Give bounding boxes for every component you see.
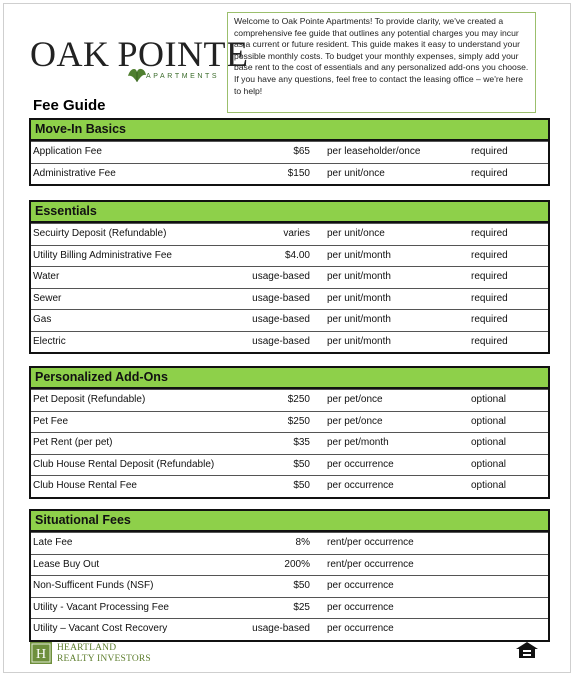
fee-unit: per unit/month: [327, 314, 391, 325]
fee-name: Non-Sufficent Funds (NSF): [33, 580, 154, 591]
fee-amount: 8%: [295, 537, 310, 548]
heartland-initial: H: [35, 647, 47, 662]
fee-amount: 200%: [284, 558, 310, 570]
fee-unit: per unit/month: [327, 292, 391, 304]
fee-name: Utility – Vacant Cost Recovery: [33, 623, 168, 634]
fee-amount: varies: [283, 228, 310, 239]
fee-row: [31, 532, 548, 554]
fee-name: Electric: [33, 335, 66, 347]
fee-amount: $250: [287, 415, 310, 427]
fee-unit: per occurrence: [327, 580, 394, 591]
oak-leaf-icon: [126, 66, 148, 84]
section-essentials: [29, 200, 550, 354]
fee-name: Application Fee: [33, 146, 102, 157]
fee-row: [31, 454, 548, 476]
section-title: Personalized Add-Ons: [31, 368, 548, 389]
equal-housing-icon: [515, 641, 539, 659]
fee-unit: per occurrence: [327, 480, 394, 491]
fee-unit: per unit/month: [327, 249, 391, 261]
fee-row: [31, 618, 548, 642]
heartland-wordmark: [57, 643, 151, 664]
fee-row: [31, 575, 548, 597]
fee-row: [31, 331, 548, 353]
heartland-realty-logo: [30, 642, 170, 664]
fee-name: Secuirty Deposit (Refundable): [33, 228, 167, 239]
fee-unit: per occurrence: [327, 458, 394, 470]
section-title: Situational Fees: [31, 511, 548, 532]
fee-name: Pet Rent (per pet): [33, 437, 113, 448]
fee-amount: usage-based: [252, 623, 310, 634]
fee-name: Club House Rental Deposit (Refundable): [33, 458, 215, 470]
fee-name: Water: [33, 271, 60, 282]
fee-row: [31, 163, 548, 185]
fee-amount: $65: [293, 146, 310, 157]
heartland-h-icon: [30, 642, 52, 664]
fee-status: required: [471, 228, 508, 239]
fee-name: Administrative Fee: [33, 167, 116, 179]
fee-status: optional: [471, 458, 507, 470]
fee-unit: per pet/month: [327, 437, 389, 448]
fee-amount: usage-based: [252, 292, 310, 304]
section-title: Move-In Basics: [31, 120, 548, 141]
fee-name: Late Fee: [33, 537, 73, 548]
fee-row: [31, 411, 548, 433]
logo-word-oak: OAK: [30, 34, 110, 74]
fee-name: Gas: [33, 314, 52, 325]
fee-status: required: [471, 292, 508, 304]
fee-amount: $25: [293, 601, 310, 613]
fee-row: [31, 432, 548, 454]
heartland-line2: REALTY INVESTORS: [57, 653, 151, 664]
fee-name: Lease Buy Out: [33, 558, 100, 570]
fee-unit: per leaseholder/once: [327, 146, 421, 157]
fee-row: [31, 266, 548, 288]
fee-row: [31, 597, 548, 619]
fee-amount: $4.00: [284, 249, 310, 261]
fee-unit: per occurrence: [327, 623, 394, 634]
logo-word-pointe: POINTE: [117, 34, 249, 74]
fee-name: Pet Deposit (Refundable): [33, 394, 146, 405]
fee-unit: per unit/month: [327, 271, 391, 282]
fee-unit: rent/per occurrence: [327, 558, 414, 570]
fee-status: optional: [471, 415, 507, 427]
fee-row: [31, 245, 548, 267]
fee-unit: per pet/once: [327, 394, 383, 405]
fee-unit: per unit/once: [327, 167, 385, 179]
logo-subtitle: APARTMENTS: [146, 73, 220, 80]
oak-pointe-logo: [30, 34, 249, 88]
fee-row: [31, 554, 548, 576]
fee-amount: $250: [287, 394, 310, 405]
fee-status: optional: [471, 394, 507, 405]
fee-unit: per unit/month: [327, 335, 391, 347]
fee-amount: $50: [293, 580, 310, 591]
fee-name: Sewer: [33, 292, 62, 304]
section-personalized-add-ons: [29, 366, 550, 499]
fee-status: required: [471, 335, 508, 347]
fee-name: Club House Rental Fee: [33, 480, 137, 491]
page-title: Fee Guide: [33, 97, 106, 114]
fee-unit: rent/per occurrence: [327, 537, 414, 548]
fee-name: Utility Billing Administrative Fee: [33, 249, 172, 261]
fee-row: [31, 288, 548, 310]
fee-amount: usage-based: [252, 271, 310, 282]
fee-status: required: [471, 271, 508, 282]
fee-amount: $50: [293, 480, 310, 491]
fee-name: Pet Fee: [33, 415, 69, 427]
fee-amount: $35: [293, 437, 310, 448]
fee-unit: per unit/once: [327, 228, 385, 239]
fee-row: [31, 223, 548, 245]
fee-status: optional: [471, 480, 507, 491]
fee-row: [31, 475, 548, 497]
section-title: Essentials: [31, 202, 548, 223]
fee-amount: $50: [293, 458, 310, 470]
fee-status: optional: [471, 437, 507, 448]
fee-unit: per occurrence: [327, 601, 394, 613]
fee-status: required: [471, 146, 508, 157]
fee-name: Utility - Vacant Processing Fee: [33, 601, 169, 613]
fee-amount: usage-based: [252, 335, 310, 347]
fee-amount: $150: [287, 167, 310, 179]
heartland-line1: HEARTLAND: [57, 643, 117, 653]
fee-status: required: [471, 167, 508, 179]
fee-status: required: [471, 249, 508, 261]
section-move-in-basics: [29, 118, 550, 186]
fee-row: [31, 309, 548, 331]
fee-row: [31, 141, 548, 163]
fee-amount: usage-based: [252, 314, 310, 325]
intro-text-box: Welcome to Oak Pointe Apartments! To provide clarity, we've created a comprehensive fee guide that outlines any potential charges you may incur as a current or future resident. This guide makes it easy to understand your possible monthly costs. To budget your monthly expenses, simply add your base rent to the cost of essentials and any personalized add-ons you choose. If you have any questions, feel free to contact the leasing office – we're here to help!: [227, 12, 536, 113]
fee-unit: per pet/once: [327, 415, 383, 427]
section-situational-fees: [29, 509, 550, 642]
fee-row: [31, 389, 548, 411]
fee-status: required: [471, 314, 508, 325]
